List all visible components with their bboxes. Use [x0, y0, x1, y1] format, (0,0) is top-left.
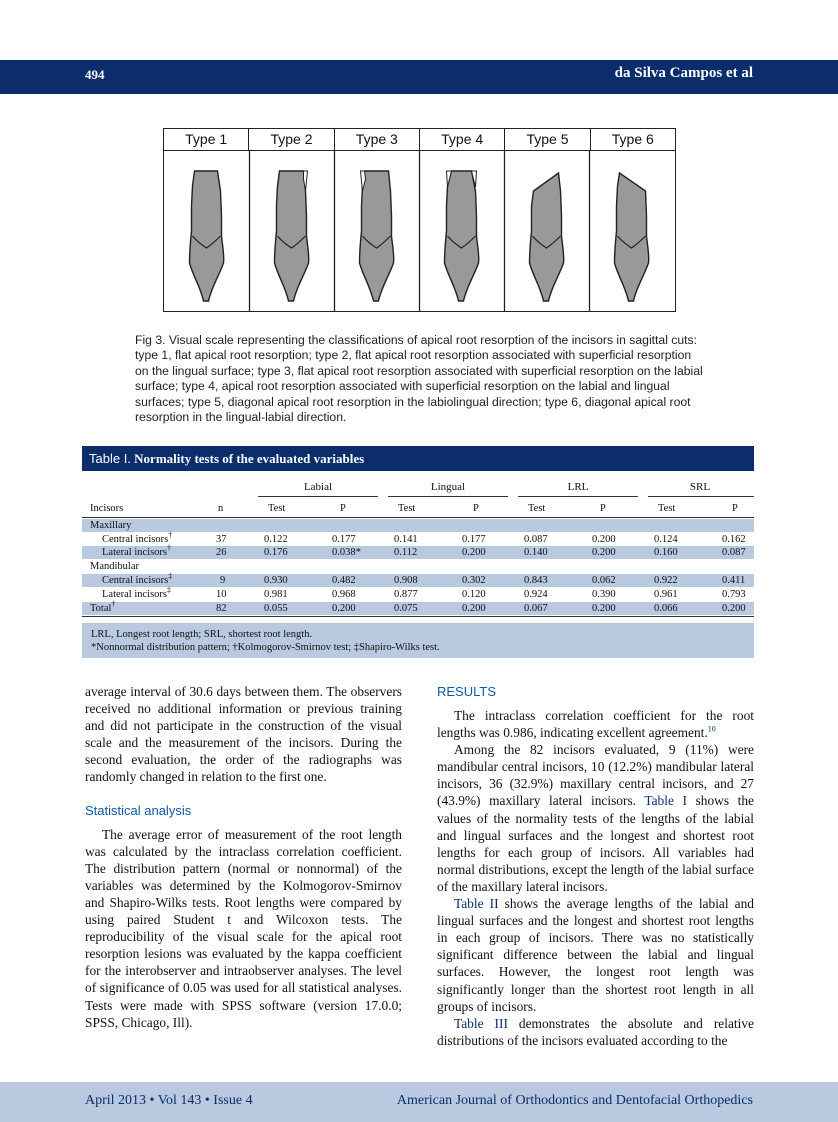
col-header-test: Test	[658, 503, 676, 514]
results-p1: The intraclass correlation coefficient for the root lengths was 0.986, indicating excellent agreement.	[437, 708, 754, 741]
left-column	[85, 683, 402, 1031]
group-header-lrl: LRL	[567, 481, 589, 493]
page-number: 494	[85, 67, 105, 82]
cell: 0.200	[592, 603, 616, 614]
cell: 0.038*	[332, 547, 361, 558]
group-header-srl: SRL	[689, 481, 711, 493]
col-header-p: P	[473, 503, 479, 514]
cell: 0.122	[264, 534, 288, 545]
tooth-type-3	[360, 171, 394, 301]
footnote-symbols: *Nonnormal distribution pattern; †Kolmogorov-Smirnov test; ‡Shapiro-Wilks test.	[91, 642, 440, 653]
cell-n: 82	[216, 603, 227, 614]
cell: 0.843	[524, 575, 548, 586]
table-row	[82, 530, 754, 546]
group-rule	[258, 496, 378, 497]
running-header	[0, 60, 838, 94]
paragraph	[437, 1015, 754, 1049]
cell: 0.124	[654, 534, 678, 545]
table-row	[82, 543, 754, 559]
running-footer	[0, 1082, 838, 1122]
type-3-label: Type 3	[335, 129, 420, 150]
table-ii-link[interactable]: Table II	[454, 896, 499, 912]
results-p2b: shows the values of the normality tests of the lengths of the labial and lingual surfaces and the longest and shortest root lengths for each group of incisors. All variables had normal distributions, except the length of the labial surface of the maxillary lateral incisors.	[437, 793, 754, 894]
section-heading-statistical-analysis: Statistical analysis	[85, 802, 192, 818]
tooth-diagrams	[164, 151, 675, 311]
section-label: Mandibular	[90, 561, 139, 572]
table-title: Normality tests of the evaluated variables	[134, 451, 365, 466]
issue-info: April 2013 • Vol 143 • Issue 4	[85, 1093, 253, 1108]
cell: 0.112	[394, 547, 418, 558]
row-mark: †	[167, 543, 172, 553]
citation-ref[interactable]: 10	[707, 724, 716, 734]
cell: 0.176	[264, 547, 288, 558]
cell: 0.968	[332, 589, 356, 600]
row-label	[102, 571, 173, 587]
cell: 0.160	[654, 547, 678, 558]
row-name: Lateral incisors	[102, 547, 168, 558]
group-rule	[648, 496, 754, 497]
cell: 0.930	[264, 575, 288, 586]
figure-3	[163, 128, 676, 312]
paragraph: average interval of 30.6 days between them. The observers received no additional information or previous training and did not participate in the construction of the visual scale and the measurement of the incisors. During the second evaluation, the order of the radiographs was randomly changed in relation to the first one.	[85, 684, 402, 785]
tooth-type-5	[530, 173, 564, 301]
paragraph	[437, 895, 754, 1015]
row-label	[90, 599, 116, 615]
row-label	[102, 543, 172, 559]
cell: 0.087	[524, 534, 548, 545]
cell: 0.924	[524, 589, 548, 600]
type-2-label: Type 2	[249, 129, 334, 150]
cell: 0.981	[264, 589, 288, 600]
cell: 0.877	[394, 589, 418, 600]
results-p2a: Among the 82 incisors evaluated, 9 (11%) were mandibular central incisors, 10 (12.2%) mandibular lateral incisors, 36 (32.9%) maxillary central incisors, and 27 (43.9%) maxillary lateral incisors.	[437, 742, 754, 809]
cell: 0.140	[524, 547, 548, 558]
cell: 0.177	[332, 534, 356, 545]
cell: 0.200	[332, 603, 356, 614]
row-mark: ‡	[167, 585, 172, 595]
cell: 0.922	[654, 575, 678, 586]
cell: 0.120	[462, 589, 486, 600]
row-mark: †	[168, 530, 173, 540]
cell: 0.200	[462, 547, 486, 558]
table-title-bar	[82, 446, 754, 471]
col-header-incisors: Incisors	[90, 503, 124, 514]
table-label: Table I.	[89, 451, 131, 466]
type-6-label: Type 6	[611, 131, 654, 147]
row-label	[102, 530, 173, 546]
table-iii-link[interactable]: Table III	[454, 1015, 508, 1031]
type-5-label: Type 5	[505, 129, 590, 150]
type-1-label: Type 1	[164, 129, 249, 150]
section-row-mandibular	[82, 560, 754, 573]
tooth-type-4	[445, 171, 479, 301]
row-mark: †	[111, 599, 116, 609]
cell: 0.141	[394, 534, 418, 545]
cell: 0.411	[722, 575, 746, 586]
figure-type-headers	[164, 129, 675, 151]
results-p4: demonstrates the absolute and relative distributions of the incisors evaluated according to the	[437, 1015, 754, 1048]
group-rule	[388, 496, 508, 497]
col-header-n: n	[218, 503, 224, 514]
cell: 0.200	[722, 603, 746, 614]
col-header-p: P	[340, 503, 346, 514]
paragraph	[437, 741, 754, 895]
cell-n: 37	[216, 534, 227, 545]
cell-n: 10	[216, 589, 227, 600]
cell-n: 9	[220, 575, 226, 586]
cell: 0.961	[654, 589, 678, 600]
cell: 0.066	[654, 603, 678, 614]
tooth-type-1	[190, 171, 224, 301]
group-header-lingual: Lingual	[430, 481, 466, 493]
tooth-type-6	[615, 173, 649, 301]
section-row-maxillary	[82, 519, 754, 532]
group-rule	[518, 496, 638, 497]
cell: 0.055	[264, 603, 288, 614]
right-column	[437, 683, 754, 1049]
table-row	[82, 571, 754, 587]
cell: 0.793	[722, 589, 746, 600]
cell: 0.177	[462, 534, 486, 545]
col-header-test: Test	[268, 503, 286, 514]
header-rule	[82, 517, 754, 518]
row-name: Lateral incisors	[102, 589, 168, 600]
table-i-link[interactable]: Table I	[644, 793, 687, 809]
col-header-test: Test	[528, 503, 546, 514]
footnote-abbrev: LRL, Longest root length; SRL, shortest root length.	[91, 629, 313, 640]
cell: 0.067	[524, 603, 548, 614]
section-label: Maxillary	[90, 520, 132, 531]
tooth-type-2	[275, 171, 309, 301]
row-mark: ‡	[168, 571, 173, 581]
col-header-p: P	[732, 503, 738, 514]
running-authors: da Silva Campos et al	[614, 65, 753, 81]
row-name: Total	[90, 603, 112, 614]
cell: 0.162	[722, 534, 746, 545]
table-bottom-rule	[82, 616, 754, 617]
col-header-p: P	[600, 503, 606, 514]
cell: 0.482	[332, 575, 356, 586]
cell: 0.075	[394, 603, 418, 614]
cell: 0.302	[462, 575, 486, 586]
cell: 0.200	[592, 547, 616, 558]
cell: 0.390	[592, 589, 616, 600]
row-name: Central incisors	[102, 534, 169, 545]
cell-n: 26	[216, 547, 227, 558]
cell: 0.087	[722, 547, 746, 558]
journal-name: American Journal of Orthodontics and Dentofacial Orthopedics	[396, 1093, 753, 1108]
figure-caption: Fig 3. Visual scale representing the classifications of apical root resorption of the incisors in sagittal cuts: type 1, flat apical root resorption; type 2, flat apical root resorption associated with superficial resorption on the lingual surface; type 3, flat apical root resorption associated with superficial resorption on the labial surface; type 4, apical root resorption associated with superficial resorption on the labial and lingual surfaces; type 5, diagonal apical root resorption in the labiolingual direction; type 6, diagonal apical root resorption in the lingual-labial direction.	[135, 333, 703, 425]
table-row	[82, 585, 754, 601]
results-p3: shows the average lengths of the labial and lingual surfaces and the longest and shortest root lengths in each group of incisors. There was no statistically significant difference between the labial and lingual surfaces. However, the longest root length was significantly longer than the shortest root length in all groups of incisors.	[437, 896, 755, 1014]
cell: 0.062	[592, 575, 616, 586]
section-heading-results: RESULTS	[437, 684, 496, 699]
row-name: Central incisors	[102, 575, 169, 586]
col-header-test: Test	[398, 503, 416, 514]
group-header-labial: Labial	[303, 481, 333, 493]
table-row-total	[82, 599, 754, 615]
paragraph	[437, 707, 754, 741]
cell: 0.200	[462, 603, 486, 614]
paragraph: The average error of measurement of the root length was calculated by the intraclass correlation coefficient. The distribution pattern (normal or nonnormal) of the variables was determined by the Kolmogorov-Smirnov and Shapiro-Wilks tests. Root lengths were compared by using paired Student t and Wilcoxon tests. The reproducibility of the visual scale for the apical root resorption lesions was evaluated by the kappa coefficient for the interobserver and intraobserver analyses. The level of significance of 0.05 was used for all statistical analyses. Tests were made with SPSS software (version 17.0.0; SPSS, Chicago, Ill).	[85, 826, 402, 1030]
normality-table	[82, 471, 754, 621]
cell: 0.908	[394, 575, 418, 586]
table-footnotes	[82, 623, 754, 658]
cell: 0.200	[592, 534, 616, 545]
type-4-label: Type 4	[420, 129, 505, 150]
